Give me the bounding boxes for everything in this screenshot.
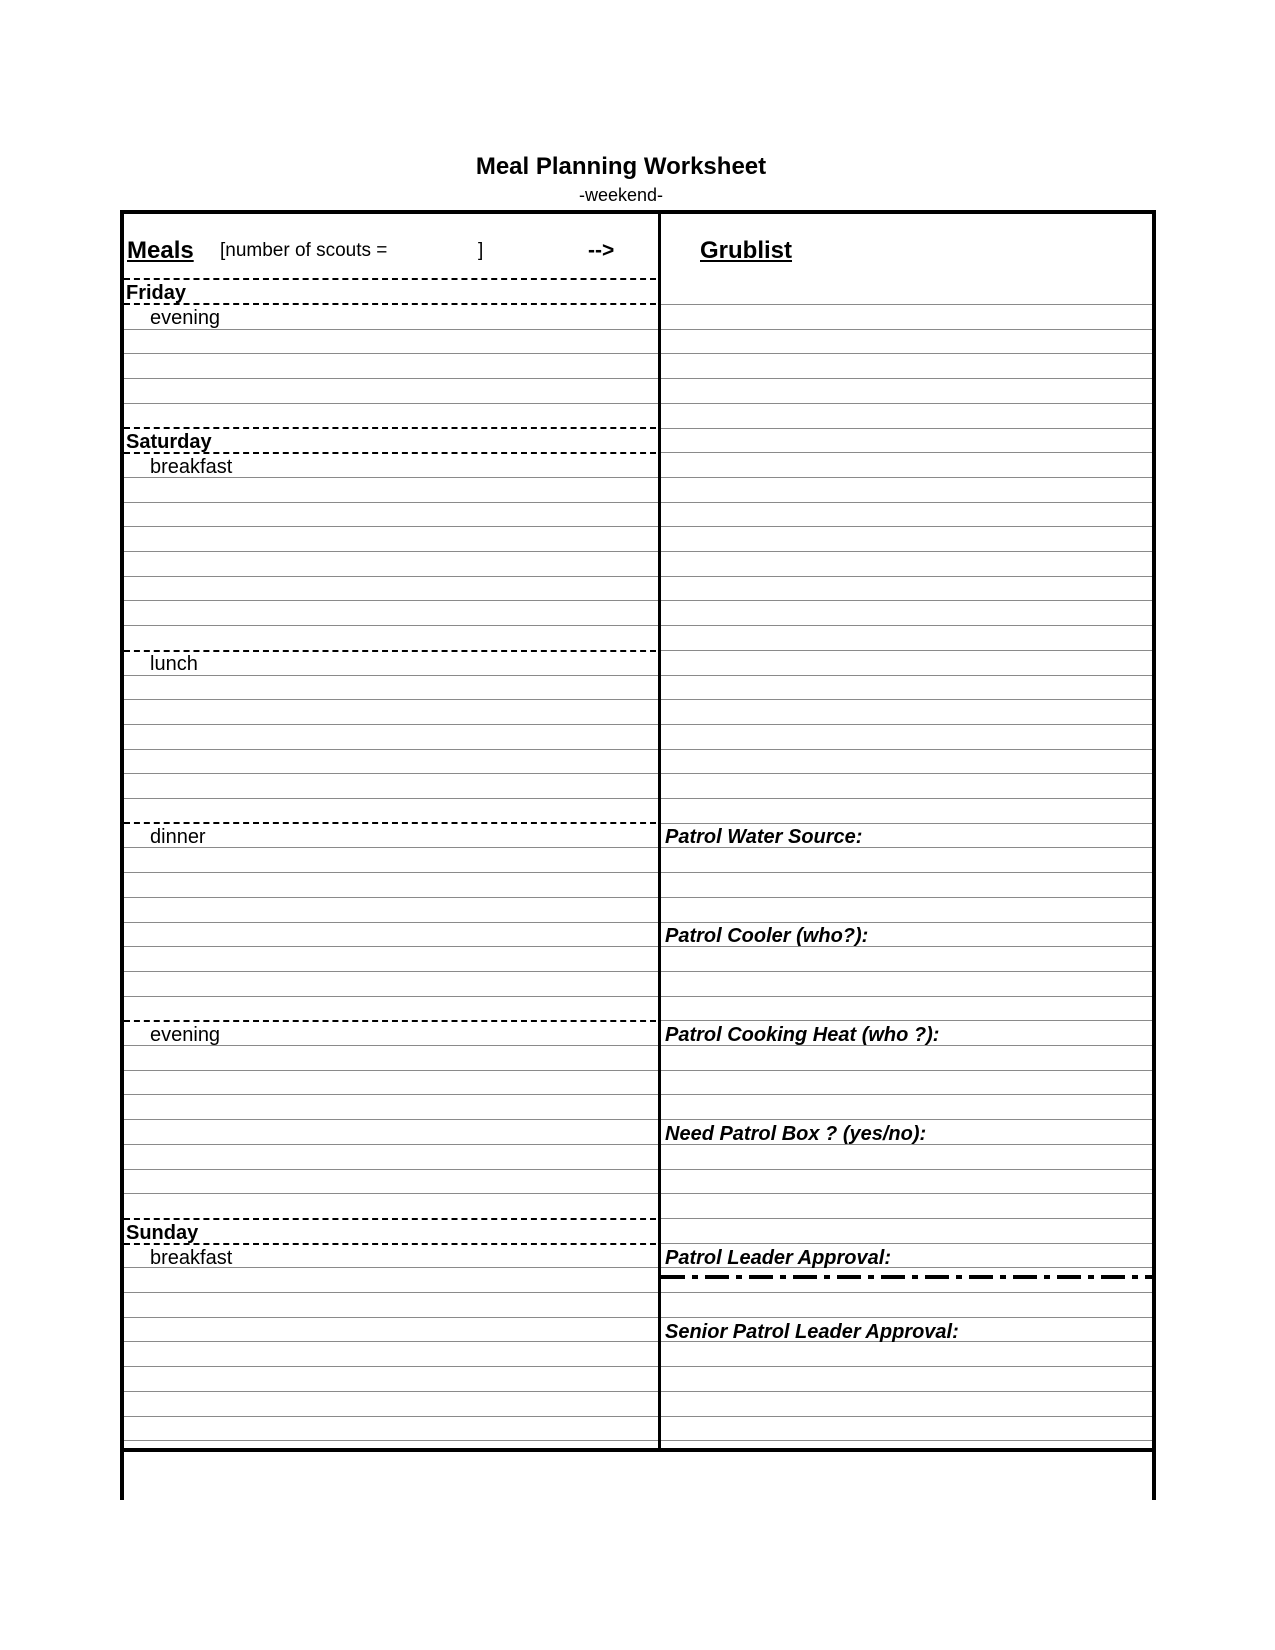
grublist-line: [661, 897, 1152, 898]
meal-line: [124, 329, 658, 330]
meal-line: [124, 502, 658, 503]
meal-line: [124, 1440, 658, 1441]
meal-line: [124, 773, 658, 774]
grublist-line: [661, 1292, 1152, 1293]
grublist-line: [661, 1070, 1152, 1071]
meal-line: [124, 1292, 658, 1293]
worksheet-subtitle: -weekend-: [578, 185, 664, 205]
section-separator: [124, 1243, 656, 1245]
grublist-line: [661, 1366, 1152, 1367]
grublist-line: [661, 996, 1152, 997]
meal-line: [124, 897, 658, 898]
grublist-line: [661, 329, 1152, 330]
meal-line: [124, 1119, 658, 1120]
meal-line: [124, 922, 658, 923]
section-separator: [124, 650, 656, 652]
grublist-line: [661, 526, 1152, 527]
meal-line: [124, 1144, 658, 1145]
table-border-bottom: [120, 1448, 1156, 1452]
section-separator: [124, 427, 656, 429]
grublist-heading: Grublist: [700, 237, 793, 264]
grublist-line: [661, 798, 1152, 799]
meal-line: [124, 971, 658, 972]
slot-friday-evening: evening: [150, 307, 221, 329]
meal-line: [124, 378, 658, 379]
grublist-line: [661, 922, 1152, 923]
grublist-line: [661, 1119, 1152, 1120]
worksheet-title: Meal Planning Worksheet: [475, 153, 767, 180]
grublist-line: [661, 452, 1152, 453]
meal-line: [124, 1341, 658, 1342]
table-border-right: [1152, 210, 1156, 1500]
meal-line: [124, 1169, 658, 1170]
meal-line: [124, 353, 658, 354]
meal-line: [124, 1366, 658, 1367]
grublist-line: [661, 600, 1152, 601]
meal-line: [124, 1070, 658, 1071]
section-separator: [124, 822, 656, 824]
grublist-line: [661, 749, 1152, 750]
water-source-label: Patrol Water Source:: [665, 826, 863, 848]
scouts-count-bracket: ]: [478, 240, 484, 261]
table-border-top: [120, 210, 1156, 214]
cooler-label: Patrol Cooler (who?):: [665, 925, 869, 947]
grublist-line: [661, 1020, 1152, 1021]
grublist-line: [661, 1317, 1152, 1318]
meal-line: [124, 576, 658, 577]
grublist-line: [661, 823, 1152, 824]
meal-line: [124, 872, 658, 873]
scouts-count-label: [number of scouts =: [220, 240, 388, 261]
grublist-line: [661, 872, 1152, 873]
section-separator: [124, 1020, 656, 1022]
slot-saturday-lunch: lunch: [150, 653, 198, 675]
grublist-line: [661, 428, 1152, 429]
grublist-line: [661, 403, 1152, 404]
grublist-line: [661, 1243, 1152, 1244]
grublist-line: [661, 1391, 1152, 1392]
grublist-line: [661, 1440, 1152, 1441]
grublist-line: [661, 675, 1152, 676]
slot-saturday-dinner: dinner: [150, 826, 206, 848]
grublist-line: [661, 502, 1152, 503]
meal-line: [124, 749, 658, 750]
slot-saturday-breakfast: breakfast: [150, 456, 233, 478]
grublist-line: [661, 551, 1152, 552]
meal-line: [124, 699, 658, 700]
grublist-line: [661, 1193, 1152, 1194]
cooking-heat-label: Patrol Cooking Heat (who ?):: [665, 1024, 940, 1046]
grublist-line: [661, 625, 1152, 626]
meal-line: [124, 551, 658, 552]
day-saturday: Saturday: [126, 431, 212, 453]
meal-line: [124, 1193, 658, 1194]
meal-line: [124, 1317, 658, 1318]
grublist-line: [661, 1094, 1152, 1095]
section-separator: [124, 278, 656, 280]
grublist-line: [661, 477, 1152, 478]
grublist-line: [661, 1416, 1152, 1417]
worksheet-table: [120, 210, 1156, 1500]
meal-line: [124, 1094, 658, 1095]
meal-line: [124, 724, 658, 725]
grublist-line: [661, 576, 1152, 577]
grublist-line: [661, 378, 1152, 379]
table-border-left: [120, 210, 124, 1500]
slot-sunday-breakfast: breakfast: [150, 1247, 233, 1269]
arrow-marker: -->: [588, 239, 615, 262]
meal-line: [124, 600, 658, 601]
senior-patrol-leader-approval-label: Senior Patrol Leader Approval:: [665, 1321, 959, 1343]
grublist-line: [661, 650, 1152, 651]
meal-line: [124, 403, 658, 404]
grublist-line: [661, 1169, 1152, 1170]
meal-line: [124, 1391, 658, 1392]
meal-line: [124, 675, 658, 676]
meal-line: [124, 526, 658, 527]
grublist-line: [661, 304, 1152, 305]
patrol-leader-approval-label: Patrol Leader Approval:: [665, 1247, 891, 1269]
day-sunday: Sunday: [126, 1222, 199, 1244]
meal-line: [124, 625, 658, 626]
grublist-line: [661, 699, 1152, 700]
meal-line: [124, 798, 658, 799]
grublist-line: [661, 773, 1152, 774]
grublist-line: [661, 353, 1152, 354]
section-separator: [124, 1218, 656, 1220]
patrol-box-label: Need Patrol Box ? (yes/no):: [665, 1123, 927, 1145]
day-friday: Friday: [126, 282, 187, 304]
grublist-line: [661, 971, 1152, 972]
meal-line: [124, 996, 658, 997]
approval-divider: [661, 1275, 1152, 1279]
meal-line: [124, 1416, 658, 1417]
meal-line: [124, 946, 658, 947]
grublist-line: [661, 724, 1152, 725]
grublist-line: [661, 1218, 1152, 1219]
section-separator: [124, 303, 656, 305]
column-divider: [658, 210, 661, 1450]
slot-saturday-evening: evening: [150, 1024, 221, 1046]
meals-heading: Meals: [127, 237, 194, 264]
